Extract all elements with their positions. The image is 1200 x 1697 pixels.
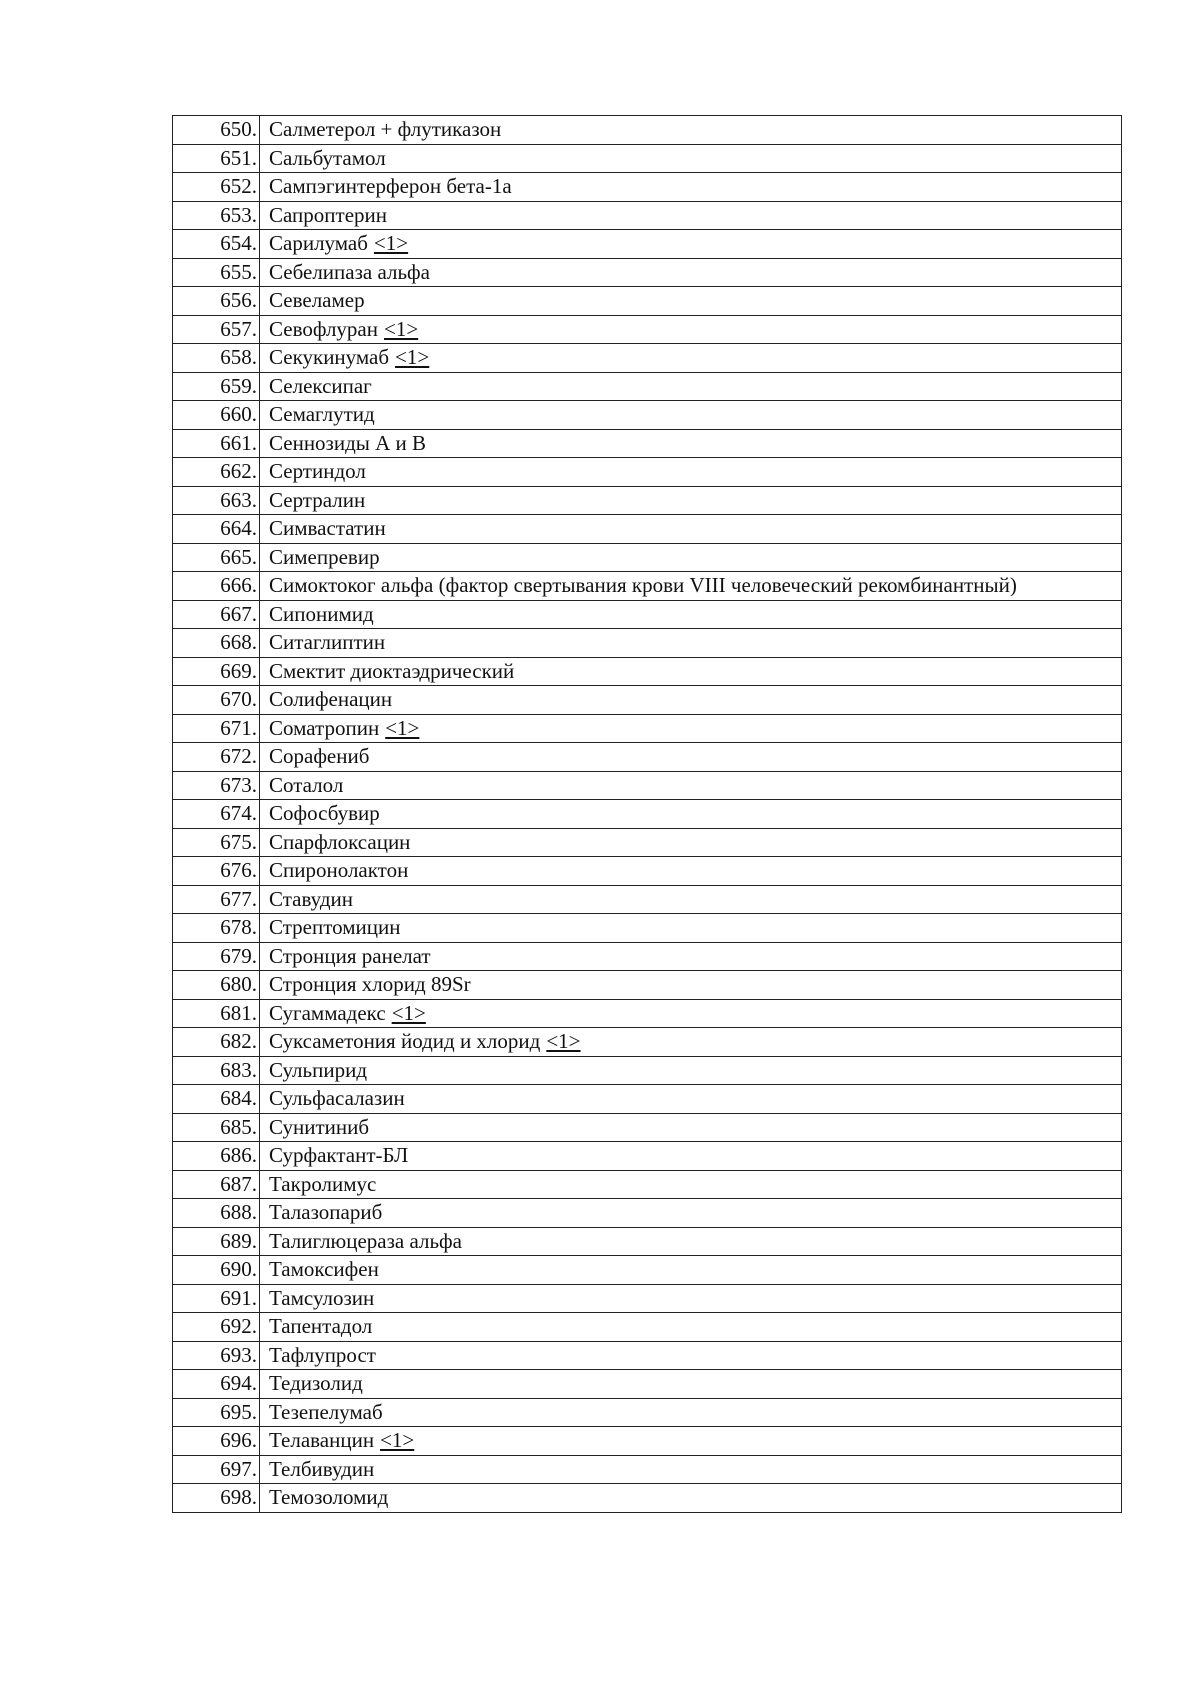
row-number: 680. [173, 971, 260, 1000]
table-row [173, 401, 1122, 430]
drug-name: Тедизолид [269, 1371, 363, 1395]
drug-name: Сертиндол [269, 459, 366, 483]
drug-name: Ситаглиптин [269, 630, 386, 654]
row-number: 698. [173, 1484, 260, 1513]
drug-name: Ставудин [269, 886, 354, 911]
row-number: 668. [173, 629, 260, 658]
row-number: 664. [173, 515, 260, 544]
table-row [173, 515, 1122, 544]
footnote-reference-link[interactable]: <1> [395, 345, 430, 369]
drug-name: Телбивудин [269, 1456, 375, 1481]
table-row [173, 486, 1122, 515]
row-number: 657. [173, 315, 260, 344]
drug-name-cell [260, 999, 1122, 1028]
drug-name-cell [260, 885, 1122, 914]
row-number: 671. [173, 714, 260, 743]
footnote-reference-link[interactable]: <1> [546, 1029, 581, 1053]
drug-list-table [172, 115, 1122, 1513]
drug-name: Севофлуран [269, 316, 378, 341]
drug-name: Соталол [269, 772, 344, 797]
drug-name-cell [260, 800, 1122, 829]
drug-name: Сипонимид [269, 601, 374, 626]
drug-name-cell [260, 1484, 1122, 1513]
drug-name: Темозоломид [269, 1485, 389, 1509]
table-row [173, 315, 1122, 344]
drug-name-cell [260, 401, 1122, 430]
table-row [173, 971, 1122, 1000]
row-number: 654. [173, 230, 260, 259]
drug-name: Сапроптерин [269, 202, 388, 227]
row-number: 651. [173, 144, 260, 173]
drug-name-cell [260, 1427, 1122, 1456]
row-number: 681. [173, 999, 260, 1028]
row-number: 693. [173, 1341, 260, 1370]
drug-name-cell [260, 1256, 1122, 1285]
table-row [173, 1341, 1122, 1370]
table-row [173, 543, 1122, 572]
row-number: 697. [173, 1455, 260, 1484]
drug-name: Стрептомицин [269, 915, 401, 939]
drug-name-cell [260, 372, 1122, 401]
drug-name-cell [260, 629, 1122, 658]
drug-list-body [173, 116, 1122, 1513]
row-number: 689. [173, 1227, 260, 1256]
drug-name: Симвастатин [269, 516, 386, 540]
drug-name: Соматропин [269, 715, 380, 740]
drug-name: Сорафениб [269, 744, 370, 768]
row-number: 675. [173, 828, 260, 857]
row-number: 686. [173, 1142, 260, 1171]
table-row [173, 258, 1122, 287]
table-row [173, 458, 1122, 487]
drug-name-cell [260, 828, 1122, 857]
table-row [173, 743, 1122, 772]
drug-name-cell [260, 173, 1122, 202]
table-row [173, 1227, 1122, 1256]
row-number: 665. [173, 543, 260, 572]
drug-name-cell [260, 287, 1122, 316]
row-number: 658. [173, 344, 260, 373]
row-number: 687. [173, 1170, 260, 1199]
row-number: 676. [173, 857, 260, 886]
drug-name-cell [260, 1142, 1122, 1171]
table-row [173, 201, 1122, 230]
drug-name-cell [260, 1284, 1122, 1313]
drug-name-cell [260, 1199, 1122, 1228]
drug-name-cell [260, 515, 1122, 544]
table-row [173, 344, 1122, 373]
table-row [173, 287, 1122, 316]
drug-name-cell [260, 429, 1122, 458]
table-row [173, 885, 1122, 914]
drug-name: Секукинумаб [269, 345, 390, 369]
drug-name-cell [260, 1113, 1122, 1142]
drug-name: Спарфлоксацин [269, 829, 411, 854]
drug-name-cell [260, 1085, 1122, 1114]
drug-name-cell [260, 771, 1122, 800]
drug-name: Суксаметония йодид и хлорид [269, 1029, 541, 1053]
row-number: 670. [173, 686, 260, 715]
table-row [173, 116, 1122, 145]
drug-name: Тамоксифен [269, 1257, 379, 1281]
drug-name-cell [260, 315, 1122, 344]
footnote-reference-link[interactable]: <1> [380, 1428, 415, 1452]
table-row [173, 1313, 1122, 1342]
drug-name: Талиглюцераза альфа [269, 1228, 462, 1253]
drug-name-cell [260, 258, 1122, 287]
drug-name: Салметерол + флутиказон [269, 117, 502, 141]
table-row [173, 1284, 1122, 1313]
table-row [173, 1427, 1122, 1456]
drug-name: Сеннозиды А и В [269, 430, 427, 455]
drug-name: Тезепелумаб [269, 1399, 383, 1424]
drug-name: Такролимус [269, 1171, 377, 1196]
table-row [173, 372, 1122, 401]
row-number: 667. [173, 600, 260, 629]
drug-name-cell [260, 1455, 1122, 1484]
drug-name: Телаванцин [269, 1428, 375, 1452]
footnote-reference-link[interactable]: <1> [383, 316, 419, 341]
table-row [173, 1455, 1122, 1484]
table-row [173, 1170, 1122, 1199]
table-row [173, 942, 1122, 971]
drug-name-cell [260, 1028, 1122, 1057]
drug-name: Сурфактант-БЛ [269, 1143, 409, 1167]
drug-name-cell [260, 201, 1122, 230]
drug-name-cell [260, 971, 1122, 1000]
drug-name: Сарилумаб [269, 231, 368, 255]
drug-name: Сампэгинтерферон бета-1а [269, 174, 512, 198]
drug-name-cell [260, 344, 1122, 373]
table-row [173, 429, 1122, 458]
footnote-reference-link[interactable]: <1> [385, 715, 420, 740]
drug-name-cell [260, 572, 1122, 601]
drug-name-cell [260, 686, 1122, 715]
drug-name-cell [260, 942, 1122, 971]
row-number: 673. [173, 771, 260, 800]
drug-name: Севеламер [269, 288, 365, 312]
row-number: 682. [173, 1028, 260, 1057]
footnote-reference-link[interactable]: <1> [391, 1000, 426, 1025]
drug-name: Симоктоког альфа (фактор свертывания крови VIII человеческий рекомбинантный) [269, 573, 1017, 597]
drug-name: Сугаммадекс [269, 1000, 386, 1025]
drug-name: Симепревир [269, 544, 380, 569]
drug-name: Тафлупрост [269, 1342, 376, 1367]
drug-name: Сертралин [269, 487, 366, 512]
drug-name-cell [260, 458, 1122, 487]
row-number: 659. [173, 372, 260, 401]
table-row [173, 1256, 1122, 1285]
footnote-reference-link[interactable]: <1> [373, 231, 409, 255]
drug-name-cell [260, 1313, 1122, 1342]
drug-name-cell [260, 914, 1122, 943]
drug-name: Сунитиниб [269, 1114, 370, 1139]
table-row [173, 771, 1122, 800]
drug-name-cell [260, 1398, 1122, 1427]
table-row [173, 629, 1122, 658]
drug-name-cell [260, 743, 1122, 772]
row-number: 679. [173, 942, 260, 971]
row-number: 666. [173, 572, 260, 601]
row-number: 661. [173, 429, 260, 458]
table-row [173, 800, 1122, 829]
table-row [173, 1142, 1122, 1171]
table-row [173, 230, 1122, 259]
row-number: 674. [173, 800, 260, 829]
drug-name: Семаглутид [269, 402, 375, 426]
table-row [173, 173, 1122, 202]
table-row [173, 999, 1122, 1028]
table-row [173, 600, 1122, 629]
table-row [173, 1199, 1122, 1228]
drug-name: Сальбутамол [269, 145, 386, 170]
row-number: 655. [173, 258, 260, 287]
drug-name: Селексипаг [269, 373, 372, 398]
drug-name: Себелипаза альфа [269, 259, 430, 284]
row-number: 677. [173, 885, 260, 914]
row-number: 678. [173, 914, 260, 943]
table-row [173, 1056, 1122, 1085]
table-row [173, 1113, 1122, 1142]
row-number: 650. [173, 116, 260, 145]
row-number: 694. [173, 1370, 260, 1399]
table-row [173, 1028, 1122, 1057]
drug-name-cell [260, 857, 1122, 886]
drug-name-cell [260, 1370, 1122, 1399]
row-number: 684. [173, 1085, 260, 1114]
row-number: 685. [173, 1113, 260, 1142]
row-number: 692. [173, 1313, 260, 1342]
row-number: 652. [173, 173, 260, 202]
drug-name-cell [260, 543, 1122, 572]
drug-name: Солифенацин [269, 687, 393, 711]
table-row [173, 1085, 1122, 1114]
row-number: 696. [173, 1427, 260, 1456]
table-row [173, 1370, 1122, 1399]
drug-name-cell [260, 116, 1122, 145]
drug-name-cell [260, 230, 1122, 259]
table-row [173, 914, 1122, 943]
drug-name: Софосбувир [269, 801, 380, 825]
drug-name: Смектит диоктаэдрический [269, 658, 515, 683]
drug-name-cell [260, 1170, 1122, 1199]
table-row [173, 828, 1122, 857]
drug-name: Тапентадол [269, 1314, 373, 1338]
table-row [173, 714, 1122, 743]
drug-name: Спиронолактон [269, 858, 409, 882]
table-row [173, 1398, 1122, 1427]
row-number: 688. [173, 1199, 260, 1228]
drug-name: Тамсулозин [269, 1285, 375, 1310]
drug-name: Талазопариб [269, 1200, 383, 1224]
table-row [173, 1484, 1122, 1513]
drug-name: Стронция хлорид 89Sr [269, 972, 471, 996]
drug-name: Сульфасалазин [269, 1086, 405, 1110]
row-number: 656. [173, 287, 260, 316]
drug-name-cell [260, 1227, 1122, 1256]
row-number: 660. [173, 401, 260, 430]
row-number: 663. [173, 486, 260, 515]
table-row [173, 686, 1122, 715]
row-number: 669. [173, 657, 260, 686]
table-row [173, 144, 1122, 173]
drug-name-cell [260, 486, 1122, 515]
drug-name-cell [260, 144, 1122, 173]
drug-name-cell [260, 1341, 1122, 1370]
table-row [173, 657, 1122, 686]
drug-name: Сульпирид [269, 1057, 368, 1082]
row-number: 672. [173, 743, 260, 772]
row-number: 690. [173, 1256, 260, 1285]
drug-name-cell [260, 657, 1122, 686]
row-number: 683. [173, 1056, 260, 1085]
drug-name-cell [260, 600, 1122, 629]
table-row [173, 572, 1122, 601]
row-number: 653. [173, 201, 260, 230]
row-number: 662. [173, 458, 260, 487]
table-row [173, 857, 1122, 886]
drug-name-cell [260, 714, 1122, 743]
row-number: 691. [173, 1284, 260, 1313]
drug-name: Стронция ранелат [269, 943, 431, 968]
drug-name-cell [260, 1056, 1122, 1085]
row-number: 695. [173, 1398, 260, 1427]
